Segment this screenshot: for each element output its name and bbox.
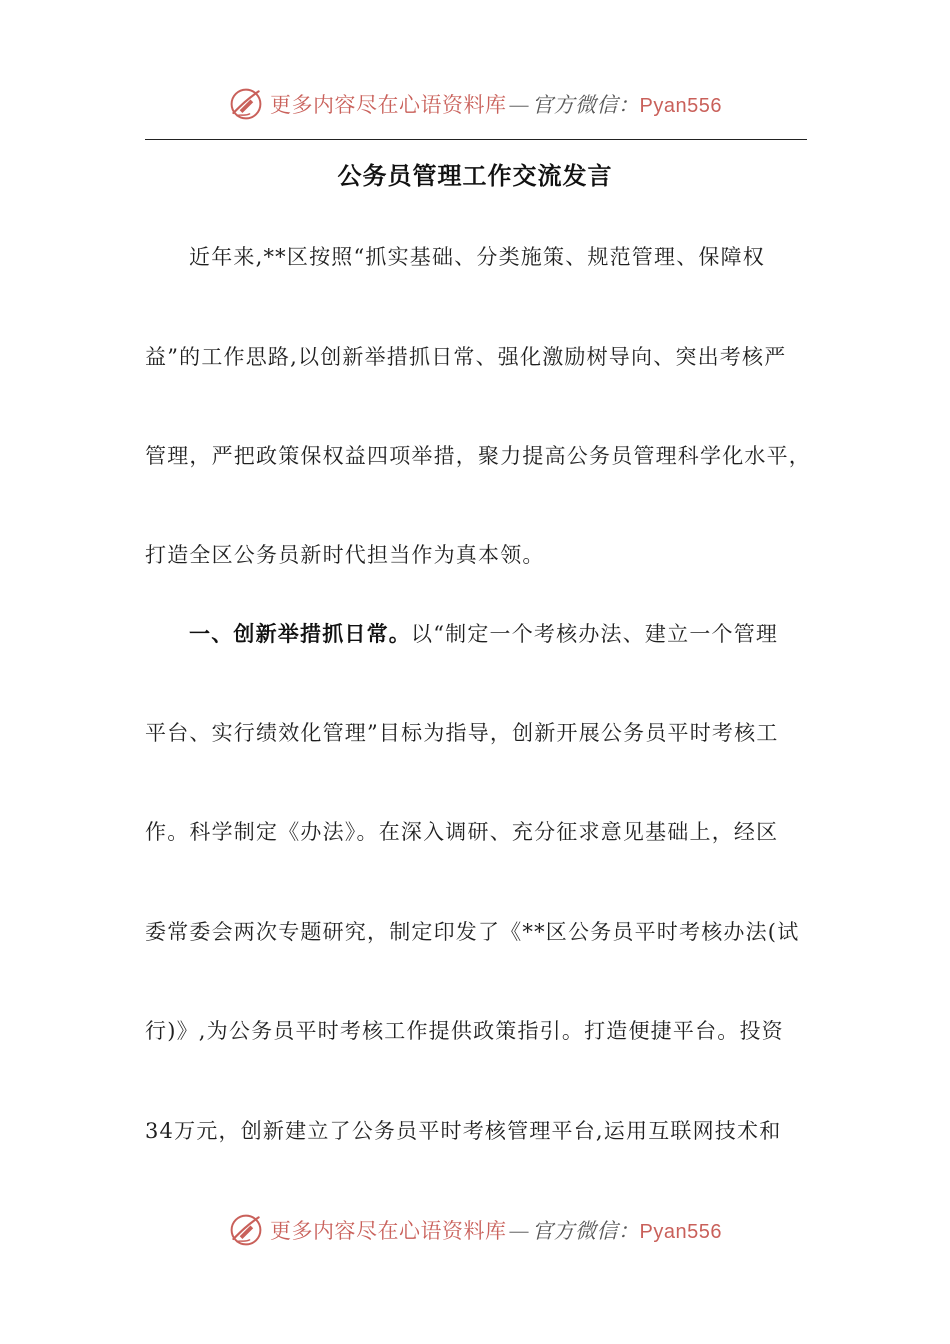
paragraph-line: 委常委会两次专题研究，制定印发了《**区公务员平时考核办法(试 (145, 920, 800, 944)
watermark-dash: — (508, 93, 531, 117)
watermark-banner-top (0, 82, 950, 126)
paragraph-line: 行)》,为公务员平时考核工作提供政策指引。打造便捷平台。投资 (145, 1019, 784, 1043)
paragraph-line: 34万元，创新建立了公务员平时考核管理平台,运用互联网技术和 (145, 1119, 782, 1143)
section-first-line (189, 619, 807, 649)
pen-logo-icon (228, 1212, 264, 1248)
watermark-text (270, 1215, 722, 1245)
pen-logo-icon (228, 86, 264, 122)
watermark-prefix: 更多内容尽在心语资料库 (270, 93, 507, 117)
paragraph-line: 平台、实行绩效化管理”目标为指导，创新开展公务员平时考核工 (145, 721, 779, 745)
watermark-official-label: 官方微信： (532, 1219, 640, 1243)
watermark-banner-bottom (0, 1208, 950, 1252)
header-divider (145, 139, 807, 140)
watermark-official-label: 官方微信： (532, 93, 640, 117)
paragraph-line: 管理，严把政策保权益四项举措，聚力提高公务员管理科学化水平， (145, 444, 811, 468)
paragraph-line: 作。科学制定《办法》。在深入调研、充分征求意见基础上，经区 (145, 820, 779, 844)
section-first-line-text: 以“制定一个考核办法、建立一个管理 (411, 622, 779, 646)
watermark-wechat-id: Pyan556 (639, 1221, 722, 1243)
paragraph-line: 打造全区公务员新时代担当作为真本领。 (145, 543, 545, 567)
watermark-dash: — (508, 1219, 531, 1243)
paragraph-line: 近年来,**区按照“抓实基础、分类施策、规范管理、保障权 (189, 245, 766, 269)
watermark-prefix: 更多内容尽在心语资料库 (270, 1219, 507, 1243)
paragraph-line: 益”的工作思路,以创新举措抓日常、强化激励树导向、突出考核严 (145, 345, 787, 369)
watermark-wechat-id: Pyan556 (639, 95, 722, 117)
document-title: 公务员管理工作交流发言 (337, 161, 613, 190)
section-heading: 一、创新举措抓日常。 (189, 621, 411, 646)
watermark-text (270, 89, 722, 119)
